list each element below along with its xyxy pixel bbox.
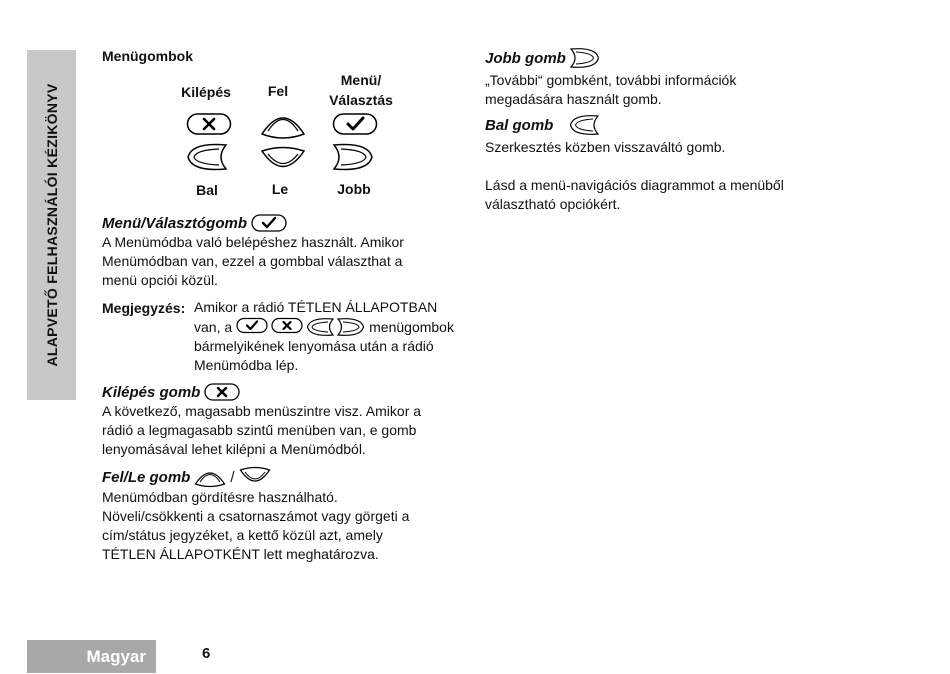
checkmark-key-icon	[236, 317, 268, 337]
text-line: megadására használt gomb.	[485, 91, 662, 107]
exit-key-icon	[271, 317, 303, 337]
language-label: Magyar	[86, 647, 146, 666]
exit-description	[102, 402, 421, 459]
menu-select-section-title	[102, 213, 287, 233]
up-key-icon	[194, 466, 226, 488]
label-menu-line2: Választás	[329, 92, 393, 108]
label-down: Le	[271, 181, 289, 197]
right-key-icon	[337, 317, 365, 337]
text-line: A Menümódba való belépéshez használt. Amikor	[102, 234, 404, 250]
updown-description	[102, 488, 409, 564]
right-title-text: Jobb gomb	[485, 49, 566, 67]
text-line: A következő, magasabb menüszintre visz. Amikor a	[102, 403, 422, 419]
right-section-title	[485, 47, 600, 69]
updown-section-title	[102, 466, 271, 488]
right-description	[485, 71, 736, 109]
left-key-icon	[569, 114, 599, 136]
left-section-title	[485, 114, 599, 136]
left-key-icon	[186, 142, 228, 172]
text-line: TÉTLEN ÁLLAPOTKÉNT lett meghatározva.	[102, 546, 379, 562]
label-exit: Kilépés	[181, 84, 231, 100]
text-fragment: van, a	[194, 318, 233, 335]
text-line: rádió a legmagasabb szintű menüben van, e gomb	[102, 422, 417, 438]
exit-key-icon	[186, 112, 232, 136]
note-label: Megjegyzés:	[102, 300, 186, 316]
left-key-icon	[306, 317, 334, 337]
label-right: Jobb	[337, 181, 371, 197]
closing-note	[485, 176, 784, 214]
right-key-icon	[332, 142, 374, 172]
text-line: választható opciókért.	[485, 196, 621, 212]
text-line: Menümódban gördítésre használható.	[102, 489, 338, 505]
text-line: cím/státus jegyzéket, a kettő közül azt, amely	[102, 527, 383, 543]
sidebar-tab	[27, 50, 76, 400]
text-line: Amikor a rádió TÉTLEN ÁLLAPOTBAN	[194, 299, 438, 315]
label-left: Bal	[196, 182, 218, 198]
text-line: menü opciói közül.	[102, 272, 218, 288]
text-line: Menümódba lép.	[194, 357, 299, 373]
text-line: bármelyikének lenyomása után a rádió	[194, 338, 434, 354]
left-title-text: Bal gomb	[485, 116, 554, 134]
label-up: Fel	[267, 83, 289, 99]
menu-select-description	[102, 233, 404, 290]
buttons-section-title: Menügombok	[102, 48, 193, 64]
menu-select-title-text: Menü/Választógomb	[102, 214, 248, 232]
down-key-icon	[239, 466, 271, 488]
left-description	[485, 138, 725, 157]
text-line: Menümódban van, ezzel a gombbal választhat a	[102, 253, 403, 269]
text-line: Növeli/csökkenti a csatornaszámot vagy görgeti a	[102, 508, 410, 524]
text-line: „További“ gombként, további információk	[485, 72, 737, 88]
note-text	[194, 298, 454, 375]
text-line: Lásd a menü-navigációs diagrammot a menüből	[485, 177, 784, 193]
exit-title-text: Kilépés gomb	[102, 383, 201, 401]
page-number: 6	[202, 645, 211, 662]
text-fragment: menügombok	[369, 318, 454, 335]
text-line: lenyomásával lehet kilépni a Menümódból.	[102, 441, 366, 457]
label-menu	[318, 70, 404, 110]
exit-key-icon	[204, 382, 240, 402]
exit-section-title	[102, 382, 240, 402]
text-line: Szerkesztés közben visszaváltó gomb.	[485, 139, 726, 155]
up-key-icon	[260, 108, 306, 140]
label-menu-line1: Menü/	[340, 72, 382, 88]
updown-title-text: Fel/Le gomb	[102, 468, 191, 486]
separator: /	[230, 468, 235, 486]
language-tab	[27, 640, 156, 673]
down-key-icon	[260, 146, 306, 176]
menu-select-key-icon	[332, 112, 378, 136]
note-icon-group	[236, 317, 365, 337]
right-key-icon	[570, 47, 600, 69]
sidebar-title: ALAPVETŐ FELHASZNÁLÓI KÉZIKÖNYV	[43, 83, 60, 367]
note-icons-line	[194, 317, 454, 337]
checkmark-key-icon	[251, 213, 287, 233]
